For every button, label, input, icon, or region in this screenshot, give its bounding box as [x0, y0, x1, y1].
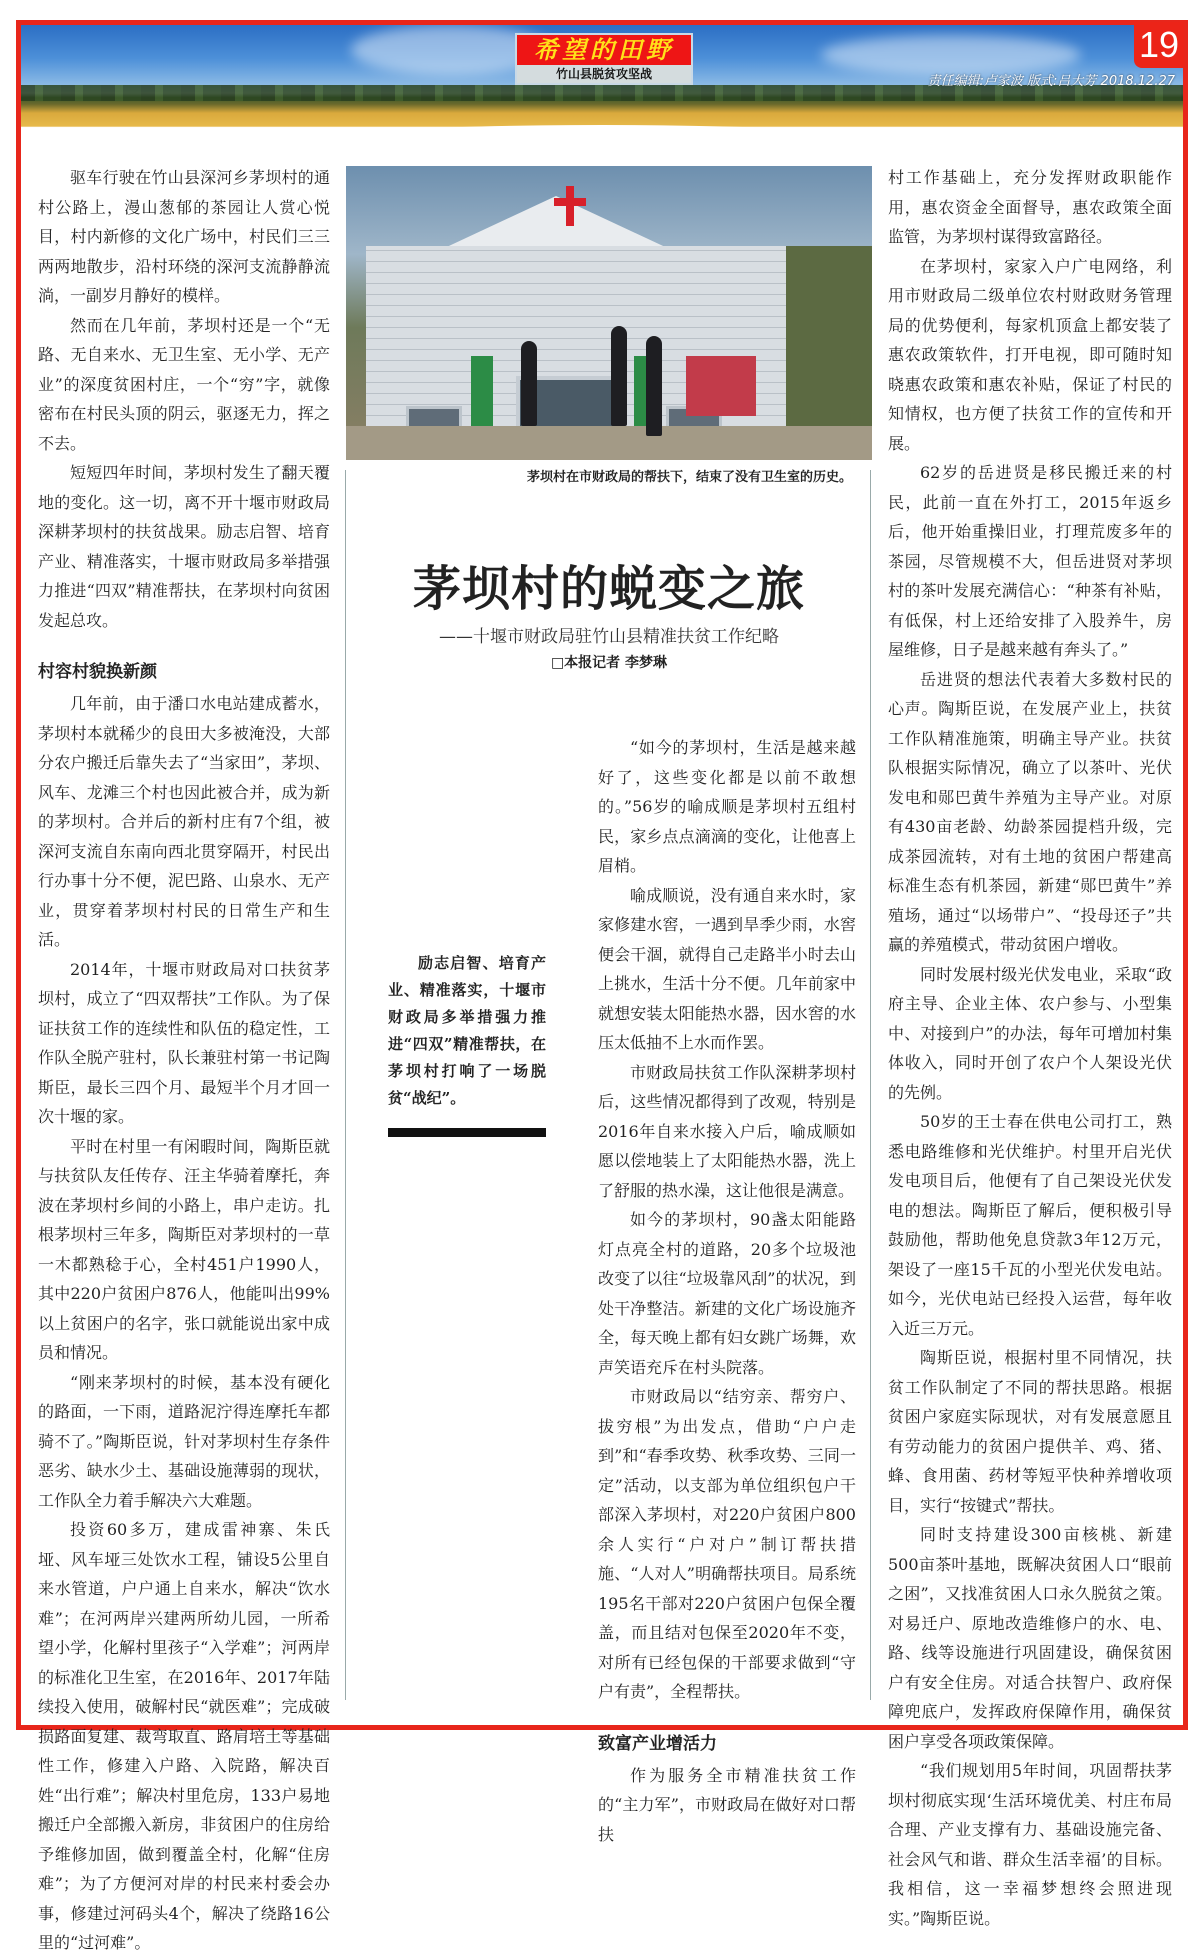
- body-paragraph: 作为服务全市精准扶贫工作的“主力军”，市财政局在做好对口帮扶: [598, 1765, 856, 1844]
- ground: [346, 426, 872, 460]
- section-heading: 村容村貌换新颜: [38, 662, 157, 682]
- photo-caption: 茅坝村在市财政局的帮扶下，结束了没有卫生室的历史。: [526, 470, 852, 485]
- banner-curve: [21, 125, 1183, 135]
- section-logo: [515, 33, 693, 85]
- body-paragraph: 市财政局扶贫工作队深耕茅坝村后，这些情况都得到了改观，特别是2016年自来水接入户后，喻成顺如愿以偿地装上了太阳能热水器，洗上了舒服的热水澡，这让他很是满意。: [598, 1062, 856, 1200]
- notice-board: [686, 356, 756, 416]
- body-paragraph: 在茅坝村，家家入户广电网络，利用市财政局二级单位农村财政财务管理局的优势便利，每家机顶盒上都安装了惠农政策软件，打开电视，即可随时知晓惠农政策和惠农补贴，保证了村民的知情权，也方便了扶贫工作的宣传和开展。: [888, 256, 1172, 453]
- body-paragraph: 喻成顺说，没有通自来水时，家家修建水窖，一遇到旱季少雨，水窖便会干涸，就得自己走路半小时去山上挑水，生活十分不便。几年前家中就想安装太阳能热水器，因水窖的水压太低抽不上水而作罢。: [598, 885, 856, 1052]
- body-paragraph: 几年前，由于潘口水电站建成蓄水，茅坝村本就稀少的良田大多被淹没，大部分农户搬迁后靠失去了“当家田”，茅坝、风车、龙滩三个村也因此被合并，成为新的茅坝村。合并后的新村庄有7个组，被深河支流自东南向西北贯穿隔开，村民出行办事十分不便，泥巴路、山泉水、无产业，贯穿着茅坝村村民的日常生产和生活。: [38, 694, 330, 949]
- pull-quote: 励志启智、培育产业、精准落实，十堰市财政局多举措强力推进“四双”精准帮扶，在茅坝村打响了一场脱贫“战纪”。: [388, 954, 546, 1107]
- red-cross-icon: [566, 186, 574, 226]
- body-paragraph: 如今的茅坝村，90盏太阳能路灯点亮全村的道路，20多个垃圾池改变了以往“垃圾靠风刮”的状况，到处干净整洁。新建的文化广场设施齐全，每天晚上都有妇女跳广场舞，欢声笑语充斥在村头院落。: [598, 1210, 856, 1377]
- article-column-2: [598, 733, 856, 1849]
- person: [646, 336, 662, 436]
- article-title: 茅坝村的蜕变之旅: [412, 561, 805, 617]
- body-paragraph: 短短四年时间，茅坝村发生了翻天覆地的变化。这一切，离不开十堰市财政局深耕茅坝村的扶贫战果。励志启智、培育产业、精准落实，十堰市财政局多举措强力推进“四双”精准帮扶，在茅坝村向贫困发起总攻。: [38, 463, 330, 630]
- red-cross-icon: [554, 198, 586, 206]
- body-paragraph: 市财政局以“结穷亲、帮穷户、拔穷根”为出发点，借助“户户走到”和“春季攻势、秋季攻势、三同一定”活动，以支部为单位组织包户干部深入茅坝村，对220户贫困户800余人实行“户对户”制订帮扶措施、“人对人”明确帮扶项目。局系统195名干部对220户贫困户包保全覆盖，而且结对包保至2020年不变，对所有已经包保的干部要求做到“守户有责”，全程帮扶。: [598, 1387, 856, 1701]
- body-paragraph: 然而在几年前，茅坝村还是一个“无路、无自来水、无卫生室、无小学、无产业”的深度贫困村庄，一个“穷”字，就像密布在村民头顶的阴云，驱逐无力，挥之不去。: [38, 315, 330, 453]
- body-paragraph: 62岁的岳进贤是移民搬迁来的村民，此前一直在外打工，2015年返乡后，他开始重操旧业，打理荒废多年的茶园，尽管规模不大，但岳进贤对茅坝村的茶叶发展充满信心：“种茶有补贴，有低保，村上还给安排了入股养牛，房屋维修，日子是越来越有奔头了。”: [888, 463, 1172, 659]
- editor-credits: 责任编辑:卢家波 版式:吕大芳 2018.12.27: [927, 74, 1175, 89]
- article-column-3: [888, 163, 1172, 1933]
- section-title: 希望的田野: [517, 35, 691, 65]
- body-paragraph: 同时发展村级光伏发电业，采取“政府主导、企业主体、农户参与、小型集中、对接到户”的办法，每年可增加村集体收入，同时开创了农户个人架设光伏的先例。: [888, 964, 1172, 1102]
- body-paragraph: “如今的茅坝村，生活是越来越好了，这些变化都是以前不敢想的。”56岁的喻成顺是茅坝村五组村民，家乡点点滴滴的变化，让他喜上眉梢。: [598, 738, 856, 875]
- body-paragraph: 同时支持建设300亩核桃、新建500亩茶叶基地，既解决贫困人口“眼前之困”，又找准贫困人口永久脱贫之策。对易迁户、原地改造维修户的水、电、路、线等设施进行巩固建设，确保贫困户有安全住房。对适合扶智户、政府保障兜底户，发挥政府保障作用，确保贫困户享受各项政策保障。: [888, 1525, 1172, 1751]
- body-paragraph: 村工作基础上，充分发挥财政职能作用，惠农资金全面督导，惠农政策全面监管，为茅坝村谋得致富路径。: [888, 168, 1172, 246]
- body-paragraph: 50岁的王士春在供电公司打工，熟悉电路维修和光伏维护。村里开启光伏发电项目后，他便有了自己架设光伏发电的想法。陶斯臣了解后，便积极引导鼓励他，帮助他免息贷款3年12万元，架设了一座15千瓦的小型光伏发电站。如今，光伏电站已经投入运营，每年收入近三万元。: [888, 1112, 1172, 1338]
- body-paragraph: “我们规划用5年时间，巩固帮扶茅坝村彻底实现‘生活环境优美、村庄布局合理、产业支撑有力、基础设施完备、社会风气和谐、群众生活幸福’的目标。我相信，这一幸福梦想终会照进现实。”陶斯臣说。: [888, 1761, 1172, 1928]
- page-number: 19: [1134, 22, 1184, 68]
- article-photo: [346, 166, 872, 460]
- body-paragraph: 陶斯臣说，根据村里不同情况，扶贫工作队制定了不同的帮扶思路。根据贫困户家庭实际现状，对有发展意愿且有劳动能力的贫困户提供羊、鸡、猪、蜂、食用菌、药材等短平快种养增收项目，实行“按键式”帮扶。: [888, 1348, 1172, 1515]
- section-subtitle: 竹山县脱贫攻坚战: [517, 65, 691, 83]
- section-heading: 致富产业增活力: [598, 1733, 717, 1754]
- article-subtitle: ——十堰市财政局驻竹山县精准扶贫工作纪略: [439, 627, 779, 647]
- byline: □本报记者 李梦琳: [550, 655, 668, 671]
- body-paragraph: 岳进贤的想法代表着大多数村民的心声。陶斯臣说，在发展产业上，扶贫工作队精准施策，明确主导产业。扶贫队根据实际情况，确立了以茶叶、光伏发电和郧巴黄牛养殖为主导产业。对原有430亩老龄、幼龄茶园提档升级，完成茶园流转，对有土地的贫困户帮建高标准生态有机茶园，新建“郧巴黄牛”养殖场，通过“以场带户”、“投母还子”共赢的养殖模式，带动贫困户增收。: [888, 669, 1172, 954]
- body-paragraph: 2014年，十堰市财政局对口扶贫茅坝村，成立了“四双帮扶”工作队。为了保证扶贫工作的连续性和队伍的稳定性，工作队全脱产驻村，队长兼驻村第一书记陶斯臣，最长三四个月、最短半个月才回一次十堰的家。: [38, 959, 330, 1126]
- pull-quote-bar: [388, 1128, 546, 1137]
- cloud: [821, 35, 1081, 75]
- body-paragraph: 平时在村里一有闲暇时间，陶斯臣就与扶贫队友任传存、汪主华骑着摩托，奔波在茅坝村乡间的小路上，串户走访。扎根茅坝村三年多，陶斯臣对茅坝村的一草一木都熟稔于心，全村451户1990人，其中220户贫困户876人，他能叫出99%以上贫困户的名字，张口就能说出家中成员和情况。: [38, 1136, 330, 1362]
- body-paragraph: “刚来茅坝村的时候，基本没有硬化的路面，一下雨，道路泥泞得连摩托车都骑不了。”陶斯臣说，针对茅坝村生存条件恶劣、缺水少土、基础设施薄弱的现状，工作队全力着手解决六大难题。: [38, 1372, 330, 1510]
- column-divider: [870, 470, 871, 1700]
- person: [611, 326, 627, 426]
- column-divider: [345, 470, 346, 1700]
- person: [521, 341, 537, 426]
- body-paragraph: 驱车行驶在竹山县深河乡茅坝村的通村公路上，漫山葱郁的茶园让人赏心悦目，村内新修的文化广场中，村民们三三两两地散步，沿村环绕的深河支流静静流淌，一副岁月静好的模样。: [38, 168, 330, 305]
- article-column-1: [38, 163, 330, 1958]
- body-paragraph: 投资60多万，建成雷神寨、朱氏垭、风车垭三处饮水工程，铺设5公里自来水管道，户户通上自来水，解决“饮水难”；在河两岸兴建两所幼儿园，一所希望小学，化解村里孩子“入学难”；河两岸的标准化卫生室，在2016年、2017年陆续投入使用，破解村民“就医难”；完成破损路面复建、裁弯取直、路肩培土等基础性工作，修建入户路、入院路，解决百姓“出行难”；解决村里危房，133户易地搬迁户全部搬入新房，非贫困户的住房给予维修加固，做到覆盖全村，化解“住房难”；为了方便河对岸的村民来村委会办事，修建过河码头4个，解决了绕路16公里的“过河难”。: [38, 1520, 330, 1952]
